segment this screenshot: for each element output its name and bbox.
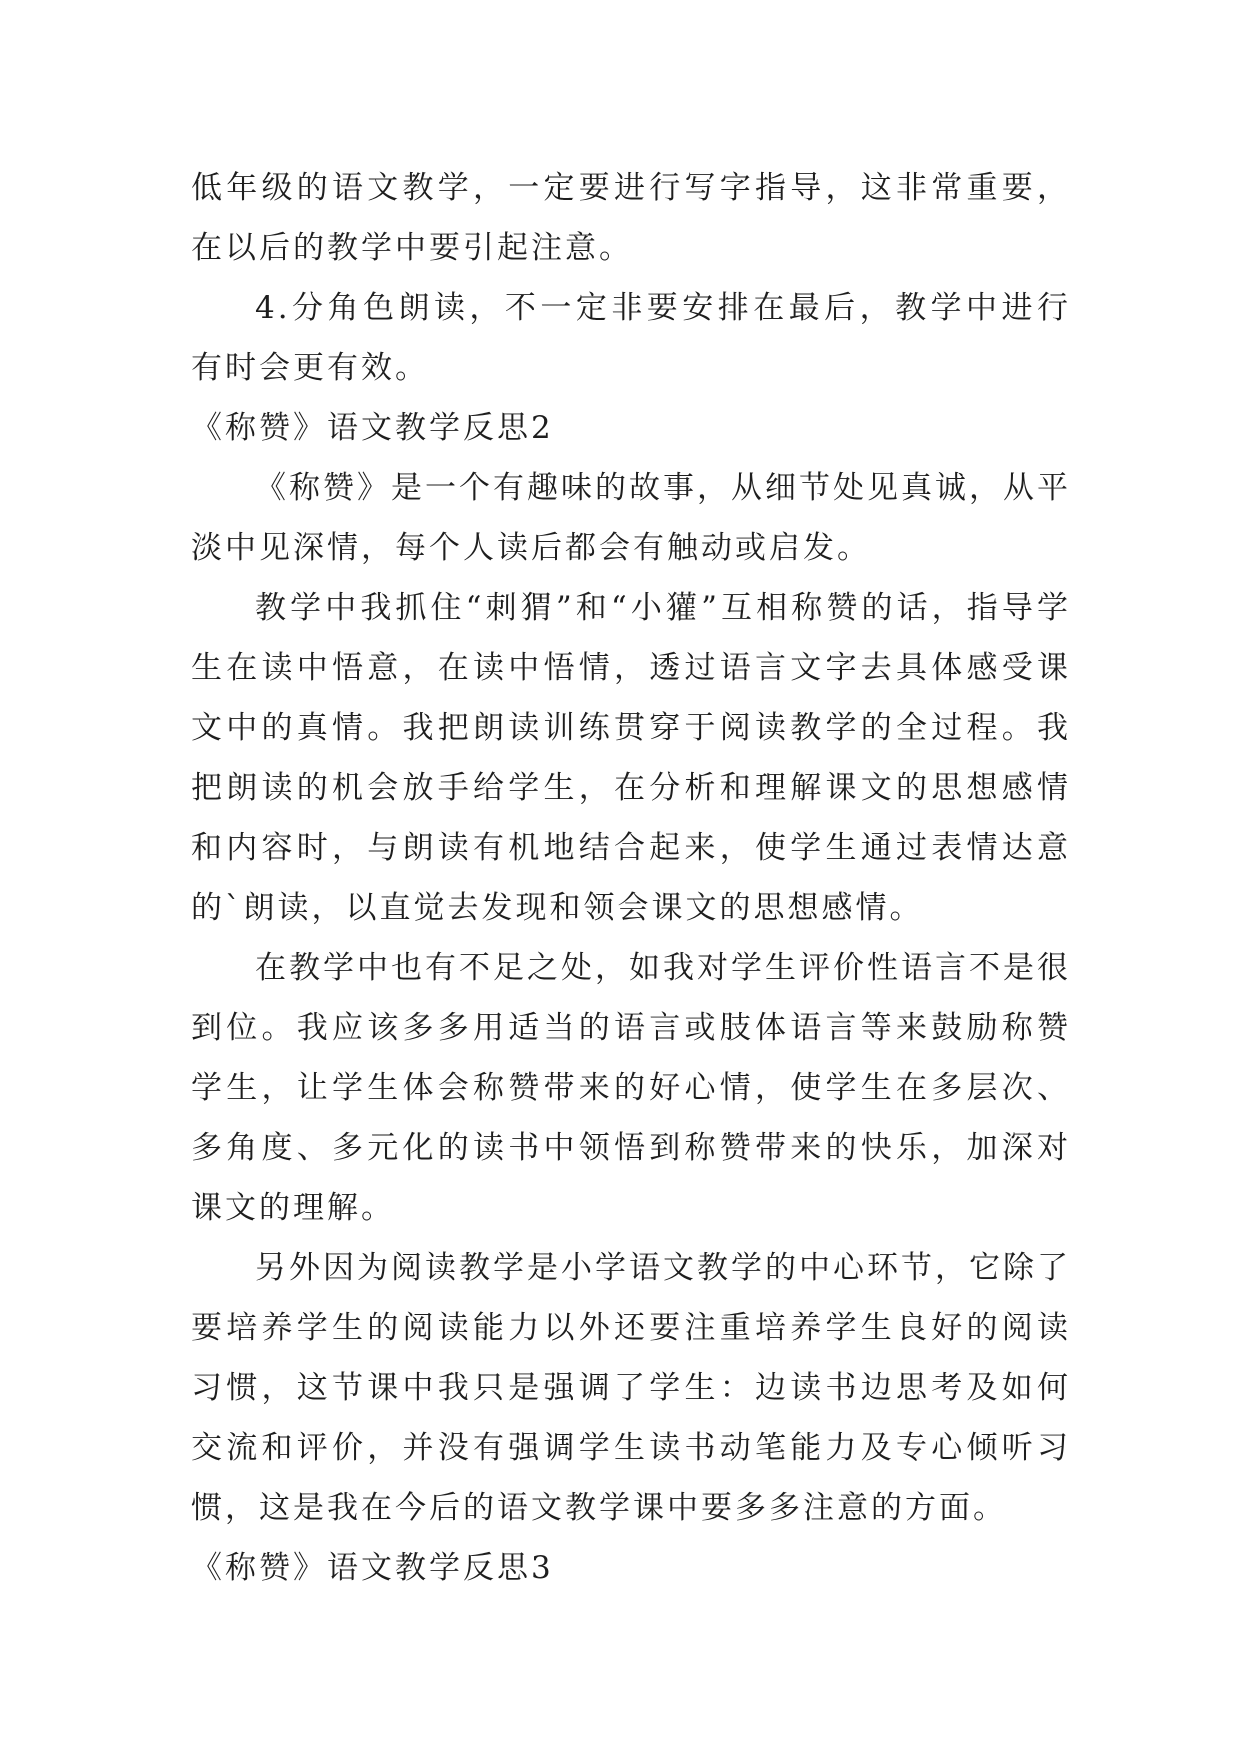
paragraph-reading-habits: 另外因为阅读教学是小学语文教学的中心环节，它除了要培养学生的阅读能力以外还要注重培养学生良好的阅读习惯，这节课中我只是强调了学生：边读书边思考及如何交流和评价，并没有强调学生读书动笔能力及专心倾听习惯，这是我在今后的语文教学课中要多多注意的方面。 (191, 1250, 1071, 1526)
document-body (191, 158, 1071, 1598)
paragraph-continuation: 低年级的语文教学，一定要进行写字指导，这非常重要，在以后的教学中要引起注意。 (191, 170, 1071, 266)
paragraph-point-4: 4.分角色朗读，不一定非要安排在最后，教学中进行有时会更有效。 (191, 290, 1071, 386)
section-heading-3: 《称赞》语文教学反思3 (191, 1550, 554, 1586)
paragraph-teaching: 教学中我抓住“刺猬”和“小獾”互相称赞的话，指导学生在读中悟意，在读中悟情，透过语言文字去具体感受课文中的真情。我把朗读训练贯穿于阅读教学的全过程。我把朗读的机会放手给学生，在分析和理解课文的思想感情和内容时，与朗读有机地结合起来，使学生通过表情达意的`朗读，以直觉去发现和领会课文的思想感情。 (191, 590, 1071, 926)
paragraph-intro: 《称赞》是一个有趣味的故事，从细节处见真诚，从平淡中见深情，每个人读后都会有触动或启发。 (191, 470, 1071, 566)
paragraph-shortcomings: 在教学中也有不足之处，如我对学生评价性语言不是很到位。我应该多多用适当的语言或肢体语言等来鼓励称赞学生，让学生体会称赞带来的好心情，使学生在多层次、多角度、多元化的读书中领悟到称赞带来的快乐，加深对课文的理解。 (191, 950, 1071, 1226)
section-heading-2: 《称赞》语文教学反思2 (191, 410, 554, 446)
